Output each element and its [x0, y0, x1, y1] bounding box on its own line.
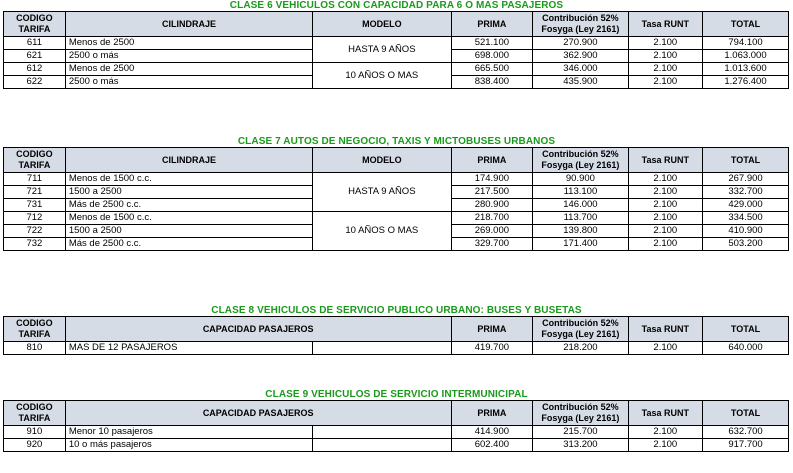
total-header: TOTAL	[703, 12, 789, 37]
total-cell: 503.200	[703, 238, 789, 251]
description-cell: Menor 10 pasajeros	[65, 426, 312, 439]
codigo-header: CODIGO TARIFA	[4, 148, 66, 173]
total-cell: 917.700	[703, 439, 789, 452]
section-clase-8	[0, 305, 793, 355]
tariff-table	[3, 316, 789, 355]
capacidad-header: CAPACIDAD PASAJEROS	[65, 317, 451, 342]
runt-cell: 2.100	[628, 76, 702, 89]
codigo-cell: 612	[4, 63, 66, 76]
runt-header: Tasa RUNT	[628, 12, 702, 37]
modelo-cell: 10 AÑOS O MAS	[313, 63, 451, 89]
total-cell: 640.000	[703, 342, 789, 355]
prima-cell: 217.500	[451, 186, 533, 199]
modelo-cell: HASTA 9 AÑOS	[313, 173, 451, 212]
cilindraje-header: CILINDRAJE	[65, 12, 312, 37]
codigo-cell: 722	[4, 225, 66, 238]
total-cell: 410.900	[703, 225, 789, 238]
total-header: TOTAL	[703, 317, 789, 342]
total-cell: 267.900	[703, 173, 789, 186]
contribucion-cell: 270.900	[533, 37, 628, 50]
description-cell: Más de 2500 c.c.	[65, 238, 312, 251]
contribucion-header: Contribución 52% Fosyga (Ley 2161)	[533, 12, 628, 37]
prima-cell: 329.700	[451, 238, 533, 251]
description-cell: 2500 o más	[65, 50, 312, 63]
section-clase-6	[0, 0, 793, 89]
header-row	[4, 148, 789, 173]
runt-cell: 2.100	[628, 342, 702, 355]
table-row	[4, 173, 789, 186]
prima-cell: 838.400	[451, 76, 533, 89]
description-cell: MAS DE 12 PASAJEROS	[65, 342, 312, 355]
total-cell: 794.100	[703, 37, 789, 50]
table-row	[4, 342, 789, 355]
runt-cell: 2.100	[628, 37, 702, 50]
contribucion-cell: 313.200	[533, 439, 628, 452]
table-row	[4, 439, 789, 452]
description-cell: Menos de 1500 c.c.	[65, 212, 312, 225]
section-title: CLASE 7 AUTOS DE NEGOCIO, TAXIS Y MICTOBUSES URBANOS	[237, 136, 556, 147]
prima-cell: 665.500	[451, 63, 533, 76]
runt-cell: 2.100	[628, 238, 702, 251]
prima-cell: 269.000	[451, 225, 533, 238]
header-row	[4, 317, 789, 342]
section-title: CLASE 9 VEHICULOS DE SERVICIO INTERMUNICIPAL	[265, 389, 528, 400]
runt-cell: 2.100	[628, 63, 702, 76]
codigo-cell: 910	[4, 426, 66, 439]
header-row	[4, 12, 789, 37]
codigo-header: CODIGO TARIFA	[4, 401, 66, 426]
contribucion-header: Contribución 52% Fosyga (Ley 2161)	[533, 148, 628, 173]
runt-cell: 2.100	[628, 50, 702, 63]
table-row	[4, 426, 789, 439]
contribucion-header: Contribución 52% Fosyga (Ley 2161)	[533, 401, 628, 426]
codigo-header: CODIGO TARIFA	[4, 317, 66, 342]
prima-cell: 521.100	[451, 37, 533, 50]
runt-cell: 2.100	[628, 426, 702, 439]
contribucion-cell: 435.900	[533, 76, 628, 89]
contribucion-cell: 215.700	[533, 426, 628, 439]
description-cell: 10 o más pasajeros	[65, 439, 312, 452]
tariff-table	[3, 147, 789, 251]
empty-cell	[313, 439, 451, 452]
contribucion-cell: 139.800	[533, 225, 628, 238]
section-clase-7	[0, 136, 793, 251]
codigo-cell: 711	[4, 173, 66, 186]
prima-header: PRIMA	[451, 317, 533, 342]
codigo-header: CODIGO TARIFA	[4, 12, 66, 37]
codigo-cell: 621	[4, 50, 66, 63]
description-cell: Más de 2500 c.c.	[65, 199, 312, 212]
total-cell: 1.063.000	[703, 50, 789, 63]
description-cell: 2500 o más	[65, 76, 312, 89]
tariff-table	[3, 11, 789, 89]
section-clase-9	[0, 389, 793, 452]
modelo-header: MODELO	[313, 148, 451, 173]
runt-cell: 2.100	[628, 199, 702, 212]
prima-header: PRIMA	[451, 12, 533, 37]
prima-cell: 698.000	[451, 50, 533, 63]
runt-header: Tasa RUNT	[628, 401, 702, 426]
total-cell: 1.276.400	[703, 76, 789, 89]
cilindraje-header: CILINDRAJE	[65, 148, 312, 173]
codigo-cell: 731	[4, 199, 66, 212]
contribucion-cell: 146.000	[533, 199, 628, 212]
description-cell: 1500 a 2500	[65, 186, 312, 199]
modelo-cell: 10 AÑOS O MAS	[313, 212, 451, 251]
prima-cell: 218.700	[451, 212, 533, 225]
prima-header: PRIMA	[451, 148, 533, 173]
contribucion-header: Contribución 52% Fosyga (Ley 2161)	[533, 317, 628, 342]
capacidad-header: CAPACIDAD PASAJEROS	[65, 401, 451, 426]
total-cell: 1.013.600	[703, 63, 789, 76]
total-cell: 632.700	[703, 426, 789, 439]
runt-cell: 2.100	[628, 439, 702, 452]
runt-cell: 2.100	[628, 212, 702, 225]
contribucion-cell: 171.400	[533, 238, 628, 251]
codigo-cell: 611	[4, 37, 66, 50]
header-row	[4, 401, 789, 426]
codigo-cell: 920	[4, 439, 66, 452]
contribucion-cell: 346.000	[533, 63, 628, 76]
modelo-cell: HASTA 9 AÑOS	[313, 37, 451, 63]
runt-cell: 2.100	[628, 225, 702, 238]
prima-cell: 174.900	[451, 173, 533, 186]
contribucion-cell: 113.100	[533, 186, 628, 199]
total-header: TOTAL	[703, 401, 789, 426]
table-row	[4, 37, 789, 50]
description-cell: 1500 a 2500	[65, 225, 312, 238]
total-header: TOTAL	[703, 148, 789, 173]
runt-header: Tasa RUNT	[628, 317, 702, 342]
modelo-header: MODELO	[313, 12, 451, 37]
contribucion-cell: 90.900	[533, 173, 628, 186]
codigo-cell: 622	[4, 76, 66, 89]
runt-header: Tasa RUNT	[628, 148, 702, 173]
runt-cell: 2.100	[628, 173, 702, 186]
contribucion-cell: 218.200	[533, 342, 628, 355]
description-cell: Menos de 2500	[65, 37, 312, 50]
table-row	[4, 63, 789, 76]
empty-cell	[313, 426, 451, 439]
section-title: CLASE 6 VEHICULOS CON CAPACIDAD PARA 6 O MAS PASAJEROS	[229, 0, 564, 11]
tariff-table	[3, 400, 789, 452]
contribucion-cell: 362.900	[533, 50, 628, 63]
codigo-cell: 810	[4, 342, 66, 355]
runt-cell: 2.100	[628, 186, 702, 199]
table-row	[4, 212, 789, 225]
codigo-cell: 732	[4, 238, 66, 251]
prima-cell: 419.700	[451, 342, 533, 355]
codigo-cell: 712	[4, 212, 66, 225]
total-cell: 429.000	[703, 199, 789, 212]
codigo-cell: 721	[4, 186, 66, 199]
contribucion-cell: 113.700	[533, 212, 628, 225]
empty-cell	[313, 342, 451, 355]
total-cell: 332.700	[703, 186, 789, 199]
prima-header: PRIMA	[451, 401, 533, 426]
description-cell: Menos de 1500 c.c.	[65, 173, 312, 186]
prima-cell: 602.400	[451, 439, 533, 452]
total-cell: 334.500	[703, 212, 789, 225]
section-title: CLASE 8 VEHICULOS DE SERVICIO PUBLICO URBANO: BUSES Y BUSETAS	[211, 305, 582, 316]
prima-cell: 414.900	[451, 426, 533, 439]
prima-cell: 280.900	[451, 199, 533, 212]
description-cell: Menos de 2500	[65, 63, 312, 76]
